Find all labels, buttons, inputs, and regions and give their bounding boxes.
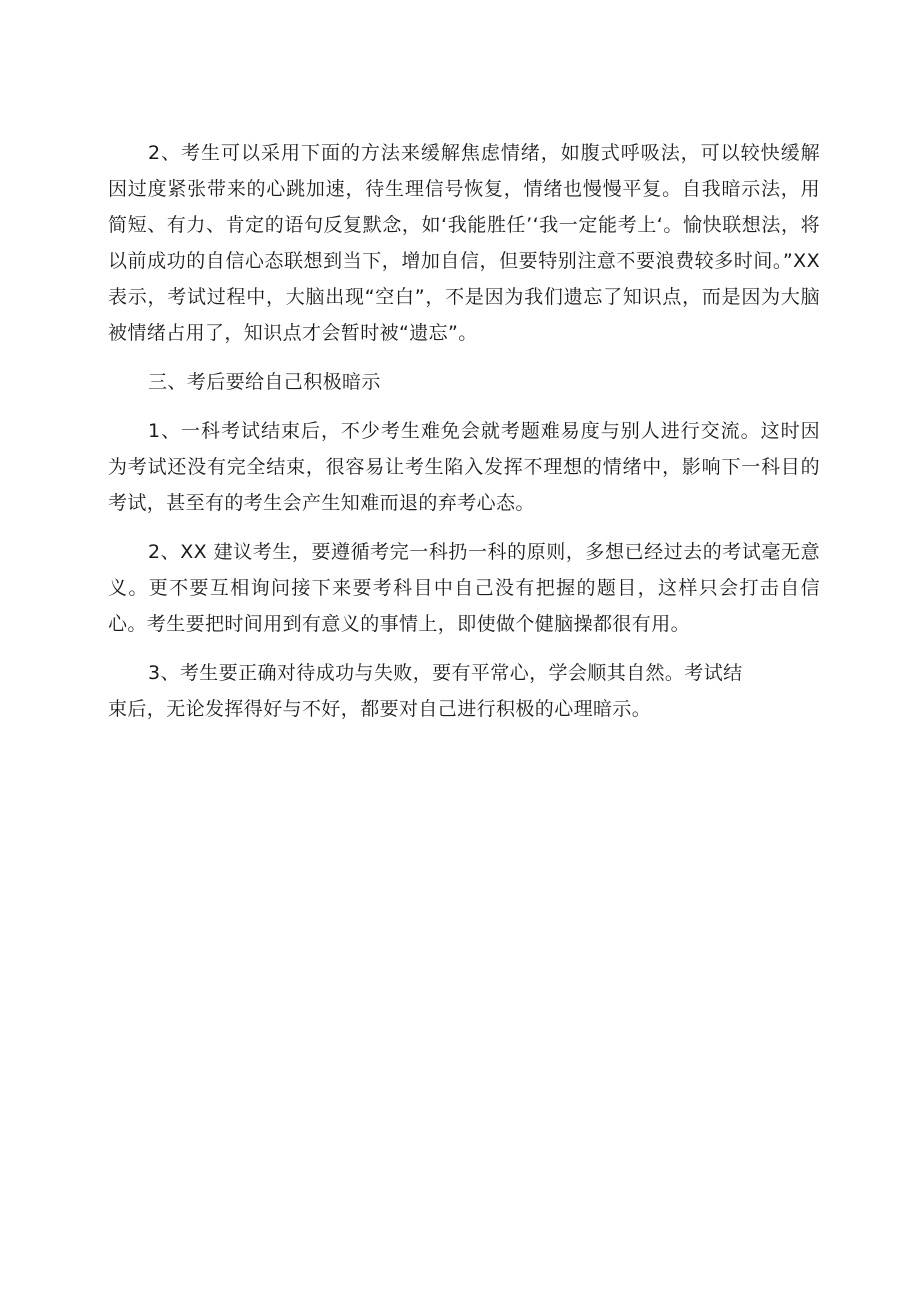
paragraph-advice-forget-exam: 2、XX 建议考生，要遵循考完一科扔一科的原则，多想已经过去的考试毫无意义。更不要互相询问接下来要考科目中自己没有把握的题目，这样只会打击自信心。考生要把时间用到有意义的事情上，即使做个健脑操都很有用。 (108, 541, 820, 635)
paragraph-line: 3、考生要正确对待成功与失败，要有平常心，学会顺其自然。考试结 (148, 662, 743, 684)
paragraph-anxiety-methods: 2、考生可以采用下面的方法来缓解焦虑情绪，如腹式呼吸法，可以较快缓解因过度紧张带来的心跳加速，待生理信号恢复，情绪也慢慢平复。自我暗示法，用简短、有力、肯定的语句反复默念，如‘我能胜任’‘我一定能考上‘。愉快联想法，将以前成功的自信心态联想到当下，增加自信，但要特别注意不要浪费较多时间。”XX 表示，考试过程中，大脑出现“空白”，不是因为我们遗忘了知识点，而是因为大脑被情绪占用了，知识点才会暂时被“遗忘”。 (108, 142, 820, 344)
document-body (108, 135, 820, 727)
paragraph-after-exam-exchange: 1、一科考试结束后，不少考生难免会就考题难易度与别人进行交流。这时因为考试还没有完全结束，很容易让考生陷入发挥不理想的情绪中，影响下一科目的考试，甚至有的考生会产生知难而退的弃考心态。 (108, 420, 820, 514)
paragraph-line: 束后，无论发挥得好与不好，都要对自己进行积极的心理暗示。 (108, 698, 652, 720)
paragraph-success-failure (108, 655, 820, 727)
section-heading-after-exam: 三、考后要给自己积极暗示 (148, 371, 381, 393)
